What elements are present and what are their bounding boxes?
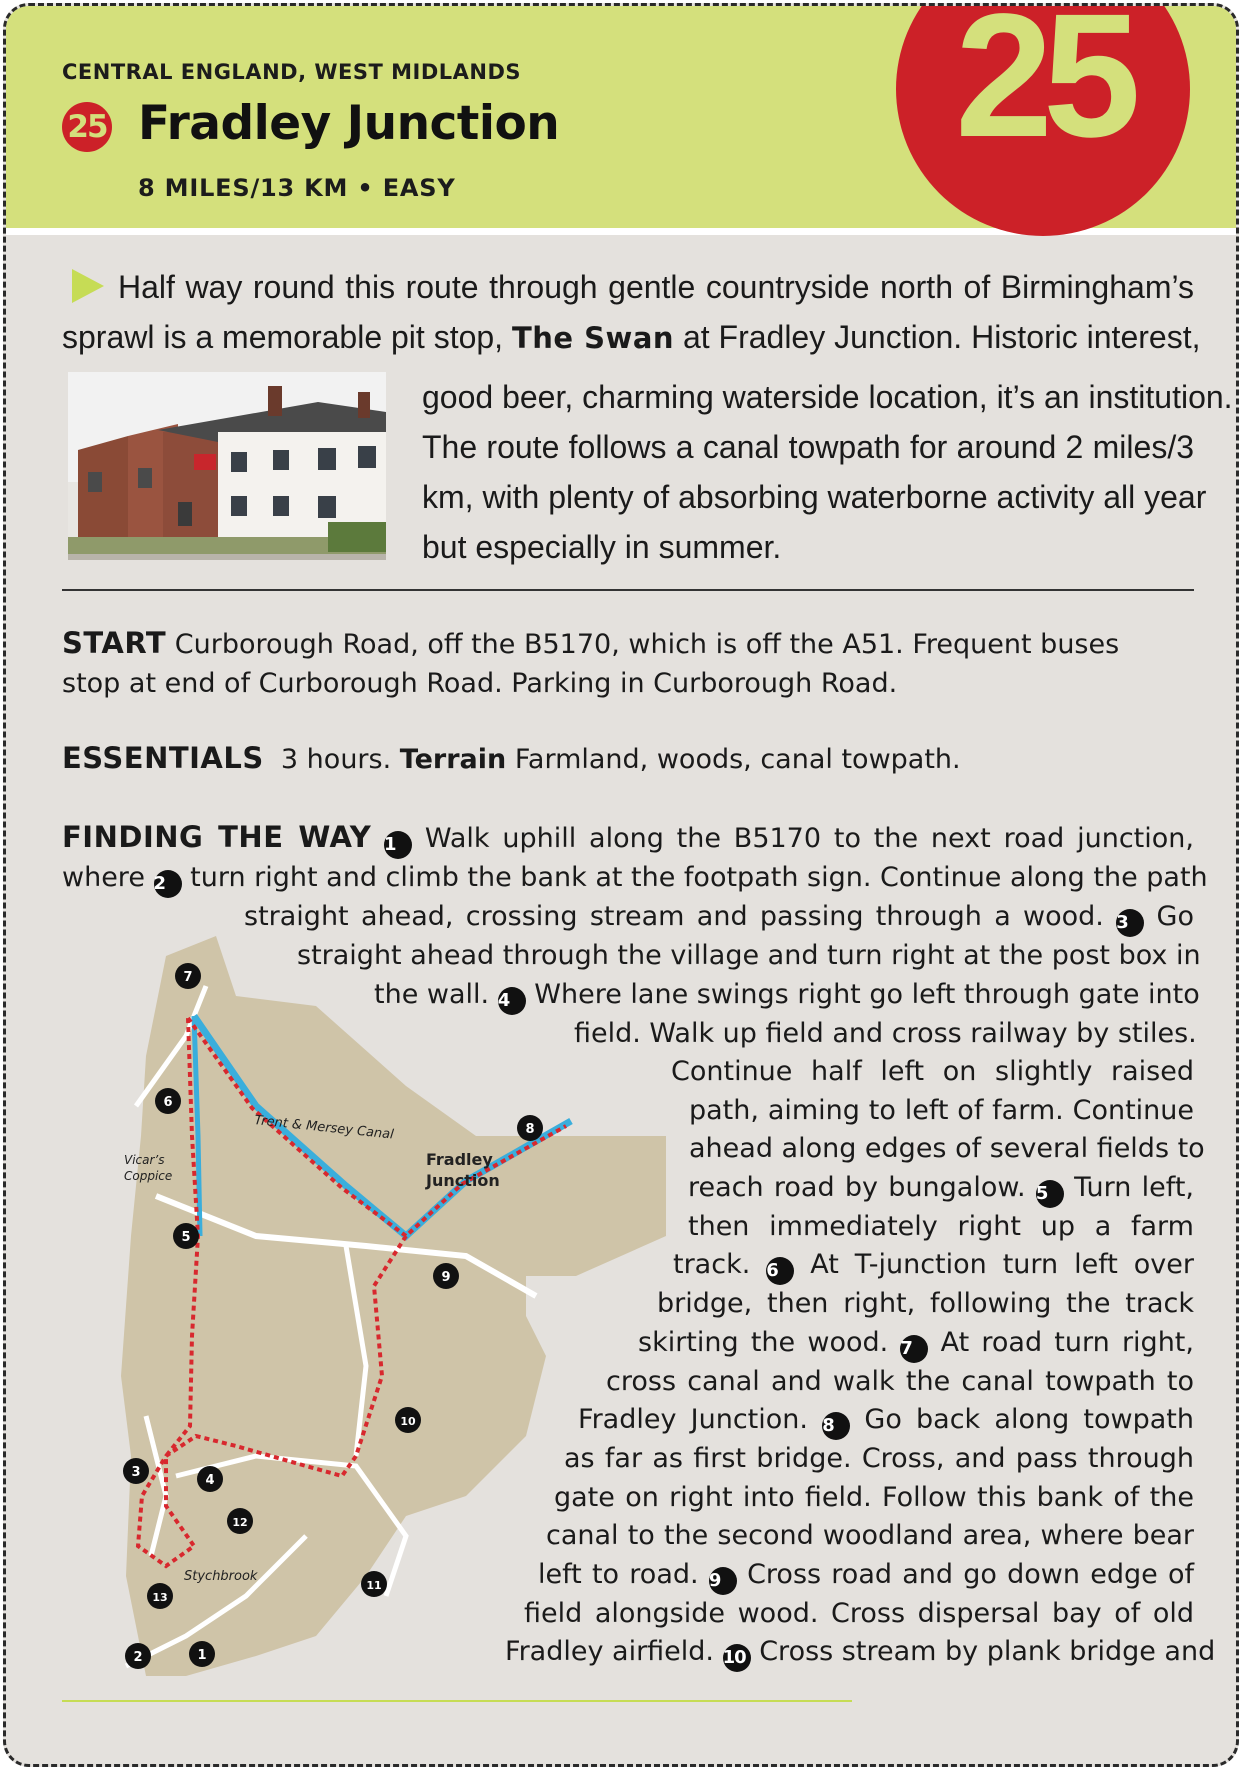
- map-marker-7: [175, 963, 201, 989]
- map-land: [121, 936, 666, 1676]
- region-label: CENTRAL ENGLAND, WEST MIDLANDS: [62, 60, 522, 84]
- finding-label: FINDING THE WAY: [62, 820, 372, 854]
- svg-text:3: 3: [131, 1465, 141, 1480]
- distance-difficulty: 8 MILES/13 KM • EASY: [138, 174, 456, 202]
- intro-line: The route follows a canal towpath for around 2 miles/3: [422, 429, 1194, 465]
- start-label: START: [62, 626, 167, 660]
- svg-text:4: 4: [205, 1473, 215, 1488]
- essentials-section: ESSENTIALS 3 hours. Terrain Farmland, woods, canal towpath.: [62, 741, 961, 775]
- map-marker-6: [155, 1088, 181, 1114]
- map-marker-13: [147, 1583, 173, 1609]
- svg-text:11: 11: [366, 1579, 382, 1592]
- svg-text:9: 9: [441, 1270, 451, 1285]
- map-label-coppice: Vicar’s: [124, 1153, 165, 1167]
- finding-the-way-section: FINDING THE WAY 1 Walk uphill along the B5170 to the next road junction, where 2 turn right and climb the bank at the footpath sign. Continue along the path straight ahead, crossing stream and passing through a wood. 3 Go straight ahead through the village and turn right at the post box in the wall. 4 Where lane swings right go left through gate into field. Walk up field and cross railway by stiles. Continue half left on slightly raised path, aiming to left of farm. Continue ahead along edges of several fields to reach road by bungalow. 5 Turn left, then immediately right up a farm track. 6 At T-junction turn left over bridge, then right, following the track skirting the wood. 7 At road turn right, cross canal and walk the canal towpath to Fradley Junction. 8 Go back along towpath as far as first bridge. Cross, and pass through gate on right into field. Follow this bank of the canal to the second woodland area, where bear left to road. 9 Cross road and go down edge of field alongside wood. Cross dispersal bay of old Fradley airfield. 10 Cross stream by plank bridge and: [62, 818, 1194, 1672]
- intro-wrapped: [422, 372, 1233, 572]
- map-label-junction: Junction: [426, 1171, 500, 1190]
- svg-text:2: 2: [133, 1650, 143, 1665]
- step-marker: 4: [498, 987, 526, 1015]
- map-label-village: Stychbrook: [184, 1569, 258, 1584]
- map-marker-2: [125, 1643, 151, 1669]
- map-label-canal: Trent & Mersey Canal: [253, 1113, 395, 1143]
- map-marker-1: [189, 1641, 215, 1667]
- walk-number-badge: 25: [62, 102, 112, 152]
- intro-top: [62, 262, 1201, 363]
- intro-line: Half way round this route through gentle countryside north of Birmingham’s: [62, 262, 1194, 312]
- start-section: START Curborough Road, off the B5170, which is off the A51. Frequent buses stop at end of Curborough Road. Parking in Curborough Road.: [62, 626, 1120, 699]
- map-label-junction: Fradley: [426, 1150, 493, 1169]
- map-marker-10: [395, 1407, 421, 1433]
- bottom-rule: [62, 1700, 852, 1702]
- svg-text:10: 10: [400, 1415, 416, 1428]
- section-divider: [62, 589, 1194, 591]
- svg-text:5: 5: [181, 1230, 191, 1245]
- svg-text:8: 8: [525, 1122, 535, 1137]
- walk-card: [3, 3, 1239, 1767]
- intro-line: good beer, charming waterside location, it’s an institution.: [422, 379, 1233, 415]
- step-marker: 10: [723, 1644, 751, 1672]
- step-marker: 5: [1036, 1180, 1064, 1208]
- pub-name: The Swan: [511, 321, 675, 355]
- walk-number-large: 25: [955, 3, 1131, 174]
- svg-text:1: 1: [197, 1648, 207, 1663]
- terrain-label: Terrain: [399, 744, 507, 775]
- svg-text:7: 7: [183, 970, 193, 985]
- pub-photo: [68, 372, 386, 560]
- map-marker-8: [517, 1115, 543, 1141]
- svg-text:13: 13: [152, 1591, 168, 1604]
- page-title: Fradley Junction: [138, 96, 560, 151]
- svg-text:6: 6: [163, 1095, 173, 1110]
- map-marker-5: [173, 1223, 199, 1249]
- map-marker-11: [361, 1571, 387, 1597]
- intro-line: sprawl is a memorable pit stop, The Swan at Fradley Junction. Historic interest,: [62, 319, 1201, 355]
- step-marker: 2: [154, 870, 182, 898]
- header-band: [6, 3, 1236, 235]
- step-marker: 1: [384, 831, 412, 859]
- map-marker-4: [197, 1466, 223, 1492]
- map-marker-12: [227, 1508, 253, 1534]
- svg-text:12: 12: [232, 1516, 248, 1529]
- step-marker: 7: [900, 1335, 928, 1363]
- route-map: [106, 936, 676, 1706]
- play-arrow-icon: [72, 269, 104, 303]
- essentials-label: ESSENTIALS: [62, 741, 264, 775]
- intro-line: km, with plenty of absorbing waterborne activity all year: [422, 479, 1207, 515]
- map-marker-3: [123, 1458, 149, 1484]
- map-marker-9: [433, 1263, 459, 1289]
- intro-line: but especially in summer.: [422, 529, 782, 565]
- step-marker: 9: [709, 1567, 737, 1595]
- map-label-coppice: Coppice: [124, 1169, 173, 1183]
- step-marker: 6: [766, 1257, 794, 1285]
- step-marker: 8: [822, 1412, 850, 1440]
- step-marker: 3: [1116, 909, 1144, 937]
